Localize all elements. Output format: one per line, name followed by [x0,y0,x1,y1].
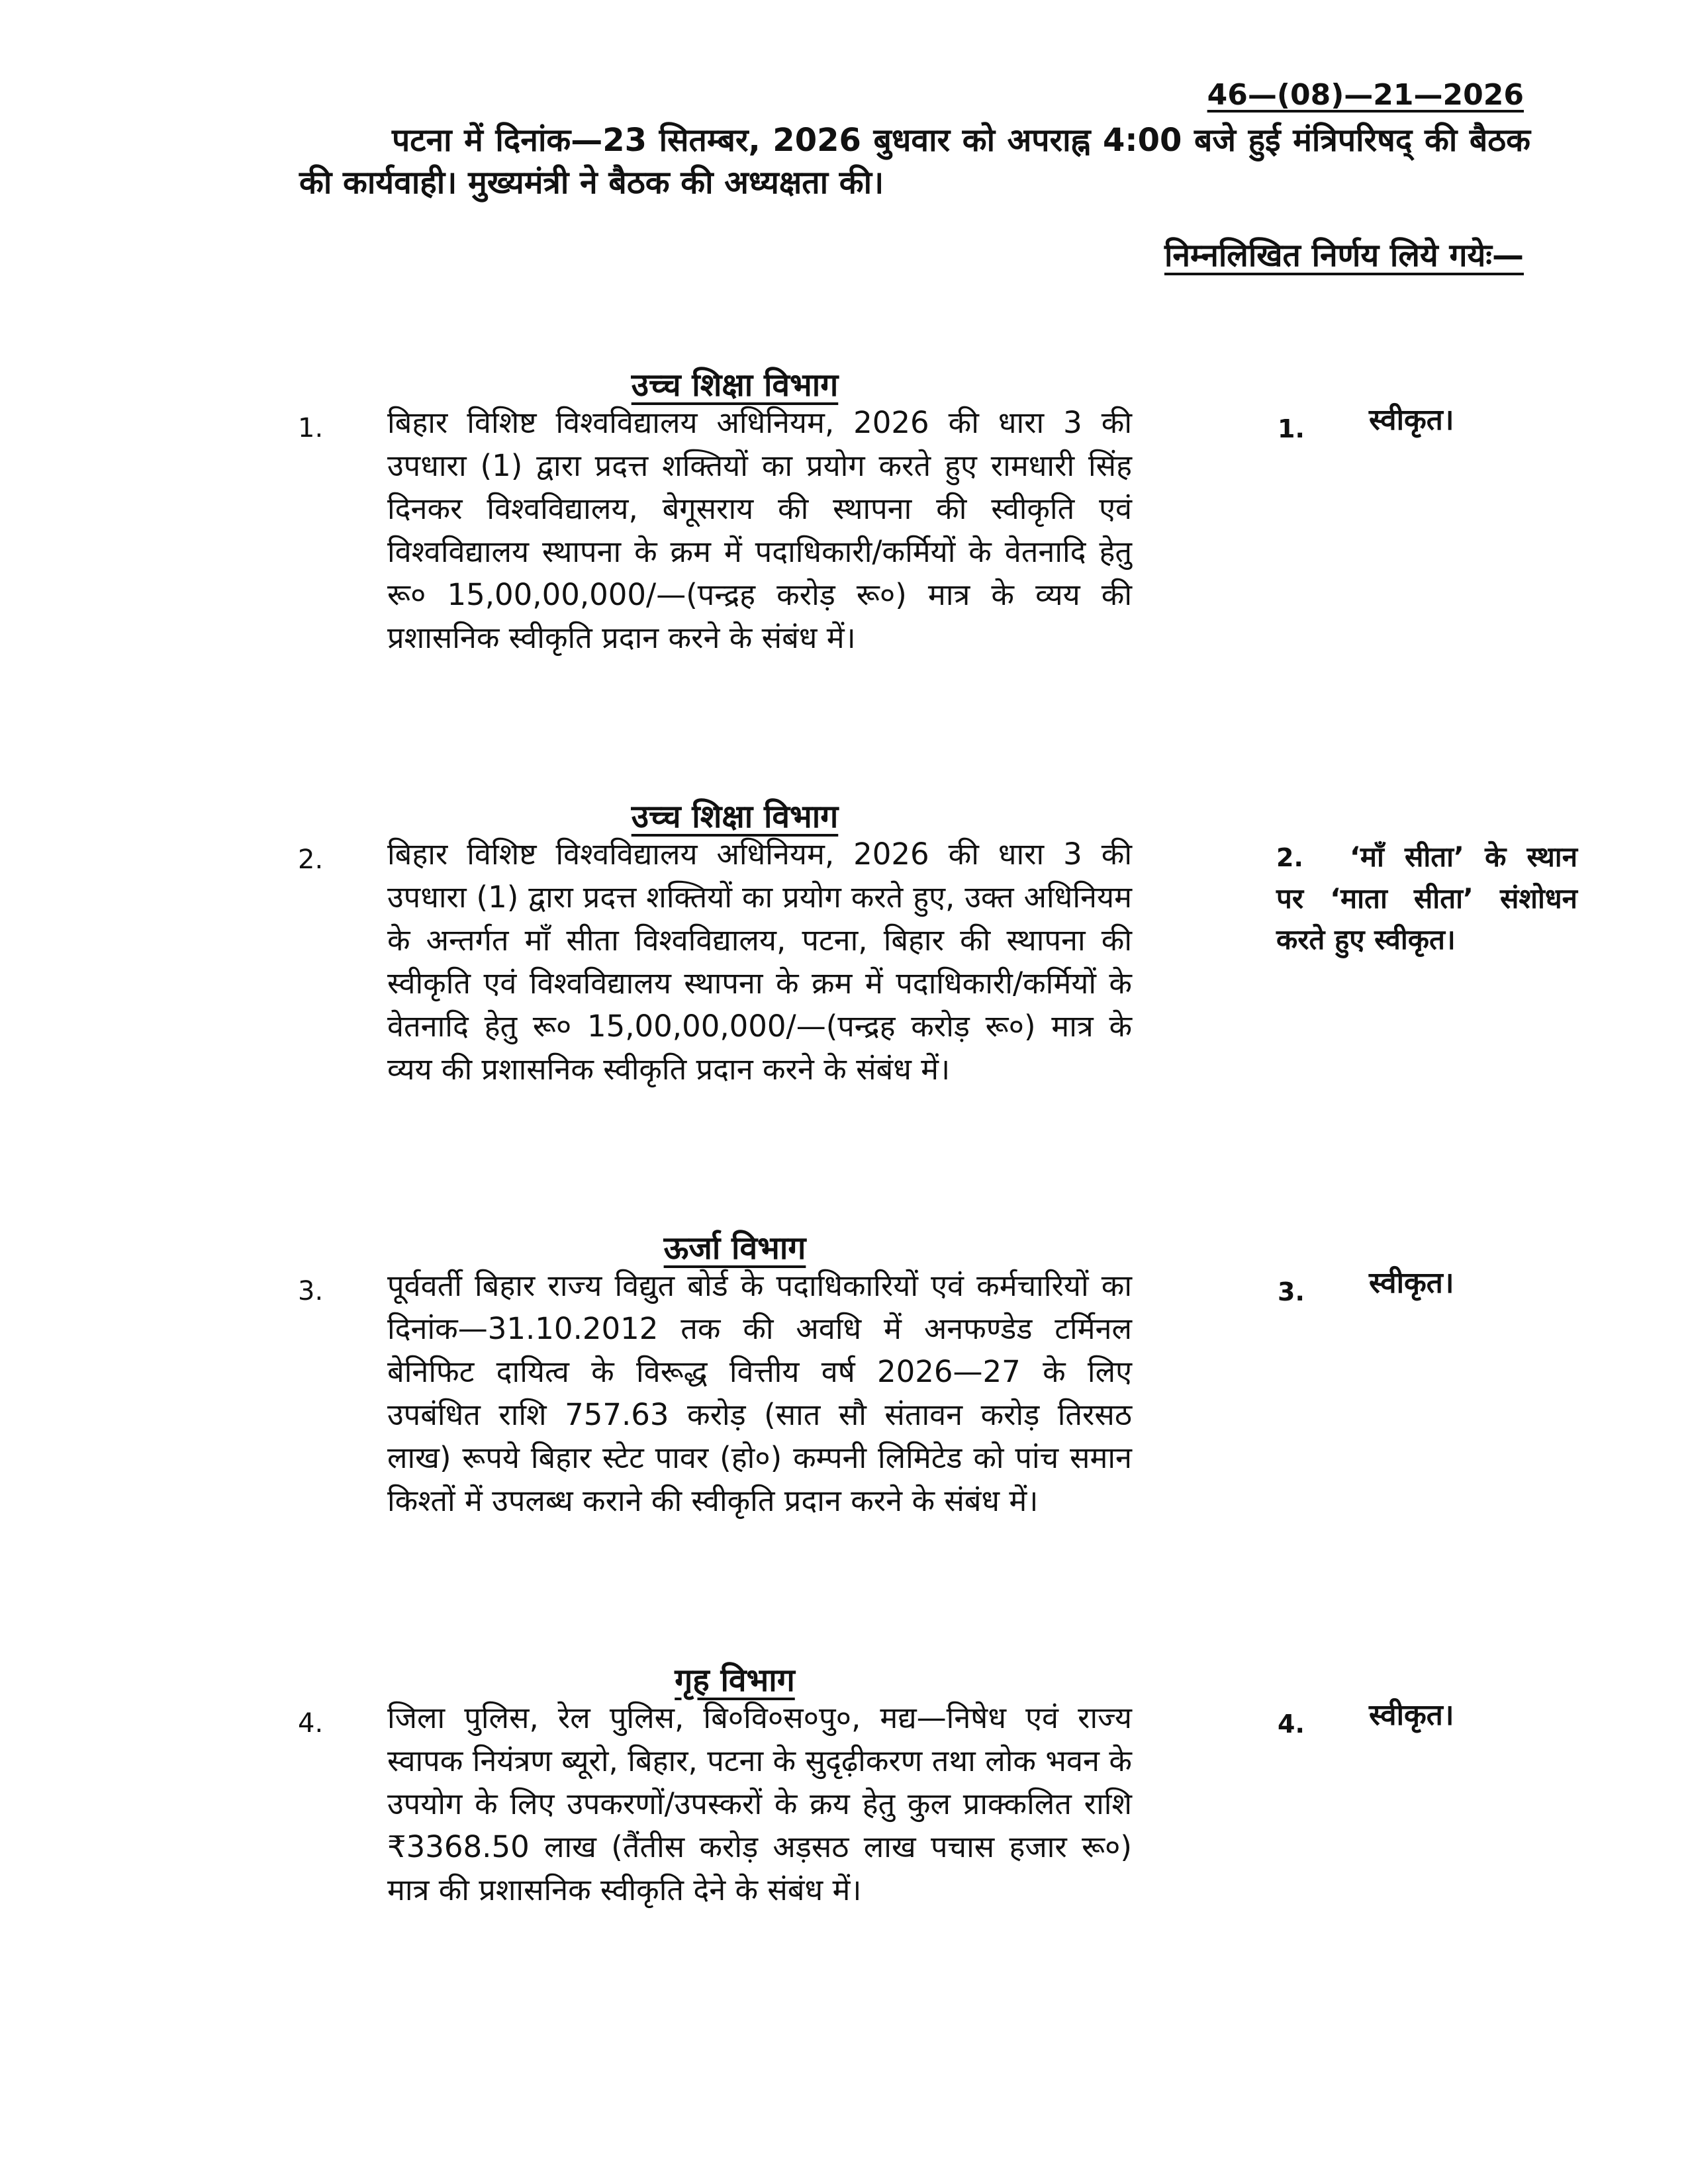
decision-block [1276,837,1577,960]
item-number: 3. [298,1276,324,1306]
decision-text: स्वीकृत। [1369,1266,1454,1300]
decision-text: स्वीकृत। [1369,1698,1454,1732]
department-heading: उच्च शिक्षा विभाग [631,367,839,404]
item-number: 2. [298,844,324,875]
department-heading: उच्च शिक्षा विभाग [631,798,839,835]
item-number: 1. [298,413,324,443]
item-text: पूर्ववर्ती बिहार राज्य विद्युत बोर्ड के पदाधिकारियों एवं कर्मचारियों का दिनांक—31.10.2012 तक की अवधि में अनफण्डेड टर्मिनल बेनिफिट दायित्व के विरूद्ध वित्तीय वर्ष 2026—27 के लिए उपबंधित राशि 757.63 करोड़ (सात सौ संतावन करोड़ तिरसठ लाख) रूपये बिहार स्टेट पावर (हो०) कम्पनी लिमिटेड को पांच समान किश्तों में उपलब्ध कराने की स्वीकृति प्रदान करने के संबंध में। [387,1268,1132,1518]
decision-number: 2. [1276,843,1303,872]
decision-number: 1. [1278,414,1305,443]
item-text: बिहार विशिष्ट विश्वविद्यालय अधिनियम, 2026 की धारा 3 की उपधारा (1) द्वारा प्रदत्त शक्तियों का प्रयोग करते हुए, उक्त अधिनियम के अन्तर्गत माँ सीता विश्वविद्यालय, पटना, बिहार की स्थापना की स्वीकृति एवं विश्वविद्यालय स्थापना के क्रम में पदाधिकारी/कर्मियों के वेतनादि हेतु रू० 15,00,00,000/—(पन्द्रह करोड़ रू०) मात्र के व्यय की प्रशासनिक स्वीकृति प्रदान करने के संबंध में। [387,837,1132,1087]
item-number: 4. [298,1708,324,1739]
meeting-intro: पटना में दिनांक—23 सितम्बर, 2026 बुधवार को अपराह्न 4:00 बजे हुई मंत्रिपरिषद् की बैठक की कार्यवाही। मुख्यमंत्री ने बैठक की अध्यक्षता की। [299,122,1530,201]
decision-text: ‘माँ सीता’ के स्थान पर ‘माता सीता’ संशोधन करते हुए स्वीकृत। [1276,841,1577,956]
decision-number: 3. [1278,1277,1305,1306]
reference-number: 46—(08)—21—2026 [1207,78,1524,112]
decision-number: 4. [1278,1709,1305,1739]
department-heading: गृह विभाग [675,1662,795,1699]
decisions-heading: निम्नलिखित निर्णय लिये गयेः— [1164,237,1524,274]
decision-text: स्वीकृत। [1369,403,1454,437]
item-text: बिहार विशिष्ट विश्वविद्यालय अधिनियम, 2026 की धारा 3 की उपधारा (1) द्वारा प्रदत्त शक्तियों का प्रयोग करते हुए रामधारी सिंह दिनकर विश्वविद्यालय, बेगूसराय की स्थापना की स्वीकृति एवं विश्वविद्यालय स्थापना के क्रम में पदाधिकारी/कर्मियों के वेतनादि हेतु रू० 15,00,00,000/—(पन्द्रह करोड़ रू०) मात्र के व्यय की प्रशासनिक स्वीकृति प्रदान करने के संबंध में। [387,405,1132,655]
item-text: जिला पुलिस, रेल पुलिस, बि०वि०स०पु०, मद्य—निषेध एवं राज्य स्वापक नियंत्रण ब्यूरो, बिहार, पटना के सुदृढ़ीकरण तथा लोक भवन के उपयोग के लिए उपकरणों/उपस्करों के क्रय हेतु कुल प्राक्कलित राशि ₹3368.50 लाख (तैंतीस करोड़ अड़सठ लाख पचास हजार रू०) मात्र की प्रशासनिक स्वीकृति देने के संबंध में। [387,1700,1132,1907]
department-heading: ऊर्जा विभाग [663,1230,806,1267]
